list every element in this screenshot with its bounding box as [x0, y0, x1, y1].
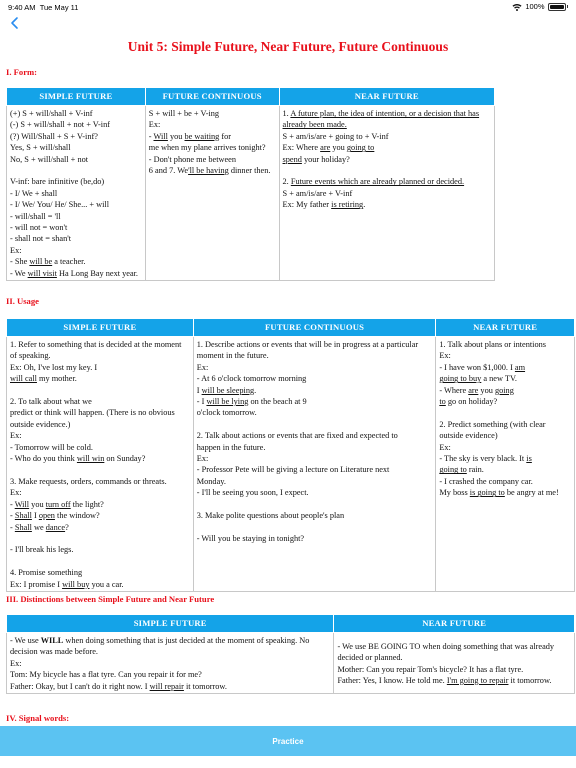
text-line: going to buy a new TV.: [439, 374, 517, 384]
text-line: - shall not = shan't: [10, 234, 72, 244]
distinction-cell-simple-future: [7, 633, 334, 694]
text-line: - We will visit Ha Long Bay next year.: [10, 268, 139, 278]
form-table-row: [7, 106, 495, 281]
usage-cell-simple-future: [7, 337, 194, 592]
distinction-table-header: [7, 615, 575, 633]
text-line: Yes, S + will/shall: [10, 143, 71, 153]
section-distinctions-heading: III. Distinctions between Simple Future and Near Future: [6, 594, 215, 604]
text-line: - I crashed the company car.: [439, 476, 533, 486]
usage-cell-future-continuous: [193, 337, 436, 592]
text-line: - Where are you going: [439, 385, 514, 395]
text-line: - I/ We/ You/ He/ She... + will: [10, 200, 110, 210]
text-line: [283, 165, 492, 176]
text-line: No, S + will/shall + not: [10, 154, 89, 164]
distinction-table: [6, 614, 575, 694]
text-line: decided or planned.: [337, 653, 403, 663]
text-line: S + am/is/are + going to + V-inf: [282, 131, 389, 141]
form-header-simple-future: SIMPLE FUTURE: [7, 88, 146, 106]
section-usage-heading: II. Usage: [6, 296, 39, 306]
text-line: predict or think will happen. (There is no obvious: [10, 408, 175, 418]
text-line: - Will you be staying in tonight?: [196, 533, 305, 543]
text-line: 6 and 7. We'll be having dinner then.: [148, 166, 271, 176]
text-line: Ex:: [439, 351, 451, 361]
text-line: Ex:: [148, 120, 161, 130]
text-line: - Will you turn off the light?: [10, 499, 104, 509]
text-line: - Professor Pete will be giving a lecture on Literature next: [196, 465, 390, 475]
text-line: - We use WILL when doing something that is just decided at the moment of speaking. No: [10, 636, 310, 645]
text-line: [10, 533, 191, 544]
text-line: will call my mother.: [10, 374, 77, 384]
text-line: - Will you be waiting for: [148, 131, 232, 141]
text-line: 2. To talk about what we: [10, 397, 92, 407]
text-line: (?) Will/Shall + S + V-inf?: [10, 131, 98, 141]
text-line: - Tomorrow will be cold.: [10, 442, 93, 452]
status-right: [512, 2, 568, 11]
battery-tip: [567, 5, 569, 8]
text-line: Father: Okay, but I can't do it right now. I will repair it tomorrow.: [10, 681, 227, 691]
text-line: outside evidence): [439, 431, 498, 441]
status-time-text: 9:40 AM: [8, 3, 36, 12]
text-line: Tom: My bicycle has a flat tyre. Can you repair it for me?: [10, 670, 202, 680]
usage-table-header: [7, 319, 575, 337]
text-line: - will not = won't: [10, 223, 68, 233]
practice-button[interactable]: Practice: [0, 726, 576, 756]
text-line: decision was made before.: [10, 647, 99, 657]
form-cell-near-future: [279, 106, 494, 281]
text-line: [10, 385, 191, 396]
text-line: S + am/is/are + V-inf: [282, 188, 353, 198]
text-line: Ex:: [196, 454, 209, 464]
text-line: - I will be lying on the beach at 9: [196, 397, 307, 407]
distinction-cell-near-future: [334, 633, 575, 694]
text-line: - Don't phone me between: [148, 154, 236, 164]
text-line: V-inf: bare infinitive (be,do): [10, 177, 105, 187]
text-line: 3. Make requests, orders, commands or threats.: [10, 476, 167, 486]
wifi-icon: [512, 3, 522, 11]
distinction-header-near-future: NEAR FUTURE: [334, 615, 575, 633]
text-line: to go on holiday?: [439, 397, 498, 407]
text-line: outside evidence.): [10, 419, 71, 429]
section-signal-words-heading: IV. Signal words:: [6, 713, 70, 723]
form-cell-future-continuous: [145, 106, 279, 281]
text-line: - I'll break his legs.: [10, 545, 74, 555]
text-line: I will be sleeping.: [196, 385, 257, 395]
usage-cell-near-future: [436, 337, 575, 592]
form-table-header: [7, 88, 495, 106]
text-line: - At 6 o'clock tomorrow morning: [196, 374, 307, 384]
text-line: spend your holiday?: [282, 154, 350, 164]
text-line: 1. Describe actions or events that will be in progress at a particular: [196, 340, 419, 349]
text-line: - She will be a teacher.: [10, 257, 86, 267]
text-line: Ex: Where are you going to: [282, 143, 375, 153]
distinction-header-simple-future: SIMPLE FUTURE: [7, 615, 334, 633]
text-line: - I/ We + shall: [10, 188, 58, 198]
text-line: already been made.: [282, 120, 347, 130]
text-line: (-) S + will/shall + not + V-inf: [10, 120, 111, 130]
text-line: - Shall I open the window?: [10, 511, 100, 521]
text-line: me when my plane arrives tonight?: [148, 143, 266, 153]
text-line: - I have won $1,000. I am: [439, 362, 526, 372]
text-line: - will/shall = 'll: [10, 211, 61, 221]
usage-header-future-continuous: FUTURE CONTINUOUS: [193, 319, 436, 337]
text-line: Ex:: [10, 431, 22, 441]
text-line: [197, 499, 434, 510]
status-bar: [0, 0, 576, 14]
page-title: Unit 5: Simple Future, Near Future, Future Continuous: [127, 39, 449, 54]
section-form-heading: I. Form:: [6, 67, 38, 77]
text-line: 1. A future plan, the idea of intention, or a decision that has: [282, 109, 480, 118]
text-line: going to rain.: [439, 465, 484, 475]
text-line: happen in the future.: [196, 442, 266, 452]
text-line: Ex: I promise I will buy you a car.: [10, 579, 124, 589]
text-line: - We use BE GOING TO when doing something that was already: [337, 641, 555, 651]
text-line: (+) S + will/shall + V-inf: [10, 109, 93, 118]
text-line: Ex:: [439, 442, 451, 452]
text-line: [10, 165, 143, 176]
usage-header-simple-future: SIMPLE FUTURE: [7, 319, 194, 337]
text-line: [439, 407, 572, 418]
text-line: 4. Promise something: [10, 568, 83, 578]
form-cell-simple-future: [7, 106, 146, 281]
text-line: Ex:: [10, 245, 22, 255]
text-line: Ex:: [10, 488, 22, 498]
text-line: [197, 522, 434, 533]
text-line: 1. Talk about plans or intentions: [439, 340, 546, 349]
text-line: Ex:: [10, 658, 22, 668]
text-line: - The sky is very black. It is: [439, 454, 532, 464]
battery-icon: [548, 3, 566, 11]
text-line: 3. Make polite questions about people's plan: [196, 511, 345, 521]
usage-table: [6, 318, 575, 592]
text-line: Father: Yes, I know. He told me. I'm going to repair it tomorrow.: [337, 675, 552, 685]
text-line: Ex: My father is retiring.: [282, 200, 366, 210]
text-line: 2. Talk about actions or events that are fixed and expected to: [196, 431, 398, 441]
battery-percent: 100%: [525, 2, 545, 11]
text-line: o'clock tomorrow.: [196, 408, 257, 418]
text-line: - I'll be seeing you soon, I expect.: [196, 488, 309, 498]
text-line: - Who do you think will win on Sunday?: [10, 454, 146, 464]
usage-header-near-future: NEAR FUTURE: [436, 319, 575, 337]
text-line: [10, 464, 191, 475]
text-line: 2. Predict something (with clear: [439, 419, 546, 429]
text-line: 1. Refer to something that is decided at the moment: [10, 340, 182, 349]
text-line: Ex: Oh, I've lost my key. I: [10, 362, 98, 372]
chevron-left-icon[interactable]: [8, 14, 22, 32]
form-table: [6, 87, 495, 281]
text-line: Mother: Can you repair Tom's bicycle? It has a flat tyre.: [337, 664, 524, 674]
form-header-future-continuous: FUTURE CONTINUOUS: [145, 88, 279, 106]
text-line: 2. Future events which are already planned or decided.: [282, 177, 465, 187]
usage-table-row: [7, 337, 575, 592]
text-line: Ex:: [196, 362, 209, 372]
status-date-text: Tue May 11: [39, 3, 79, 12]
text-line: My boss is going to be angry at me!: [439, 488, 559, 498]
text-line: Monday.: [196, 476, 226, 486]
text-line: S + will + be + V-ing: [148, 109, 220, 118]
distinction-table-row: [7, 633, 575, 694]
text-line: of speaking.: [10, 351, 51, 361]
text-line: [10, 556, 191, 567]
form-header-near-future: NEAR FUTURE: [279, 88, 494, 106]
text-line: [197, 419, 434, 430]
text-line: moment in the future.: [196, 351, 269, 361]
text-line: - Shall we dance?: [10, 522, 69, 532]
status-time: [8, 3, 78, 12]
